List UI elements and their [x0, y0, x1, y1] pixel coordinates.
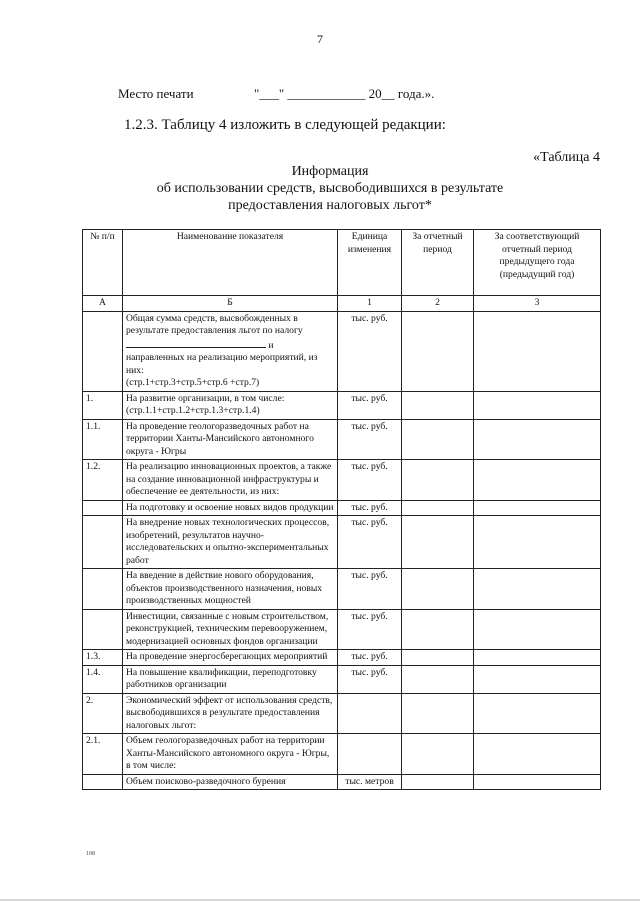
table-header-row — [83, 230, 601, 296]
row-value-previous — [474, 419, 601, 460]
seal-month-blank: ____________ — [287, 86, 366, 101]
header-cell: Единица изменения — [338, 230, 402, 296]
row-unit: тыс. руб. — [338, 665, 402, 693]
heading-line-1: Информация — [291, 164, 369, 179]
row-value-current — [402, 774, 474, 790]
table-row — [83, 665, 601, 693]
row-value-previous — [474, 460, 601, 501]
row-value-previous — [474, 569, 601, 610]
row-value-current — [402, 609, 474, 650]
row-value-current — [402, 734, 474, 775]
row-name — [123, 311, 338, 391]
row-name: На развитие организации, в том числе: (стр.1.1+стр.1.2+стр.1.3+стр.1.4) — [123, 391, 338, 419]
row-value-previous — [474, 391, 601, 419]
page-number: 7 — [317, 32, 323, 46]
tax-name-blank — [126, 338, 266, 348]
row-name: На подготовку и освоение новых видов продукции — [123, 500, 338, 516]
row-value-previous — [474, 693, 601, 734]
row-number: 2.1. — [83, 734, 123, 775]
row-name: Объем геологоразведочных работ на территории Ханты-Мансийского автономного округа - Югры, в том числе: — [123, 734, 338, 775]
row-number — [83, 609, 123, 650]
header-cell: № п/п — [83, 230, 123, 296]
table-row — [83, 569, 601, 610]
seal-day-blank: ___ — [259, 86, 279, 101]
row-name: На реализацию инновационных проектов, а также на создание инновационной инфраструктуры и обеспечение ее деятельности, из них: — [123, 460, 338, 501]
footer-mark: 108 — [86, 851, 95, 857]
letter-cell: 1 — [338, 296, 402, 312]
table-row — [83, 650, 601, 666]
info-table — [82, 229, 601, 790]
heading-line-3: предоставления налоговых льгот* — [228, 198, 432, 213]
seal-line — [118, 86, 434, 102]
row-value-current — [402, 311, 474, 391]
amendment-text: 1.2.3. Таблицу 4 изложить в следующей редакции: — [124, 117, 446, 133]
row-value-current — [402, 391, 474, 419]
row-number: 2. — [83, 693, 123, 734]
table-row — [83, 460, 601, 501]
table-row — [83, 419, 601, 460]
row-name: На повышение квалификации, переподготовку работников организации — [123, 665, 338, 693]
row-name: На введение в действие нового оборудования, объектов производственного назначения, новых производственных мощностей — [123, 569, 338, 610]
row-number: 1. — [83, 391, 123, 419]
row-value-current — [402, 460, 474, 501]
row-unit: тыс. руб. — [338, 500, 402, 516]
row-unit: тыс. руб. — [338, 650, 402, 666]
row-number: 1.1. — [83, 419, 123, 460]
seal-label: Место печати — [118, 86, 194, 101]
row-number — [83, 500, 123, 516]
letter-cell: Б — [123, 296, 338, 312]
row-number: 1.2. — [83, 460, 123, 501]
table-row — [83, 516, 601, 569]
row-value-current — [402, 693, 474, 734]
row-value-current — [402, 516, 474, 569]
scan-edge — [0, 899, 640, 901]
row-name-part: Общая сумма средств, высвобожденных в результате предоставления льгот по налогу — [126, 312, 303, 336]
row-value-previous — [474, 774, 601, 790]
row-number — [83, 774, 123, 790]
table-letter-row — [83, 296, 601, 312]
row-unit: тыс. руб. — [338, 391, 402, 419]
table-row — [83, 391, 601, 419]
header-cell: За соответствующий отчетный период предыдущего года (предыдущий год) — [474, 230, 601, 296]
header-cell: Наименование показателя — [123, 230, 338, 296]
row-value-current — [402, 500, 474, 516]
row-formula: (стр.1+стр.3+стр.5+стр.6 +стр.7) — [126, 377, 260, 388]
row-unit: тыс. руб. — [338, 419, 402, 460]
row-name-part: и направленных на реализацию мероприятий, из них: — [126, 339, 318, 376]
table-row — [83, 609, 601, 650]
row-unit: тыс. руб. — [338, 516, 402, 569]
row-name: Инвестиции, связанные с новым строительством, реконструкцией, техническим перевооружением, модернизацией основных фондов организации — [123, 609, 338, 650]
header-cell: За отчетный период — [402, 230, 474, 296]
row-number — [83, 311, 123, 391]
row-value-previous — [474, 665, 601, 693]
table-row — [83, 693, 601, 734]
letter-cell: 3 — [474, 296, 601, 312]
table-heading — [100, 163, 560, 214]
letter-cell: А — [83, 296, 123, 312]
table-row — [83, 774, 601, 790]
row-unit: тыс. метров — [338, 774, 402, 790]
row-unit: тыс. руб. — [338, 609, 402, 650]
row-value-current — [402, 569, 474, 610]
row-name: Объем поисково-разведочного бурения — [123, 774, 338, 790]
row-name: На проведение геологоразведочных работ на территории Ханты-Мансийского автономного округа - Югры — [123, 419, 338, 460]
row-unit — [338, 734, 402, 775]
row-name: На внедрение новых технологических процессов, изобретений, результатов научно-исследовательских и опытно-экспериментальных работ — [123, 516, 338, 569]
row-value-previous — [474, 650, 601, 666]
row-value-current — [402, 665, 474, 693]
row-value-previous — [474, 734, 601, 775]
letter-cell: 2 — [402, 296, 474, 312]
seal-quote-open: " — [254, 86, 260, 101]
seal-year: 20__ года.». — [368, 86, 435, 101]
row-value-current — [402, 650, 474, 666]
row-unit: тыс. руб. — [338, 311, 402, 391]
row-number: 1.4. — [83, 665, 123, 693]
table-row — [83, 311, 601, 391]
row-name: На проведение энергосберегающих мероприятий — [123, 650, 338, 666]
row-unit — [338, 693, 402, 734]
row-number: 1.3. — [83, 650, 123, 666]
seal-quote-close: " — [278, 86, 285, 101]
table-reference: «Таблица 4 — [533, 150, 600, 165]
row-value-previous — [474, 609, 601, 650]
row-number — [83, 516, 123, 569]
heading-line-2: об использовании средств, высвободившихся в результате — [156, 181, 504, 196]
row-value-previous — [474, 500, 601, 516]
row-value-current — [402, 419, 474, 460]
row-unit: тыс. руб. — [338, 569, 402, 610]
row-value-previous — [474, 516, 601, 569]
table-row — [83, 734, 601, 775]
row-value-previous — [474, 311, 601, 391]
table-row — [83, 500, 601, 516]
row-unit: тыс. руб. — [338, 460, 402, 501]
row-name: Экономический эффект от использования средств, высвободившихся в результате предоставления налоговых льгот: — [123, 693, 338, 734]
row-number — [83, 569, 123, 610]
